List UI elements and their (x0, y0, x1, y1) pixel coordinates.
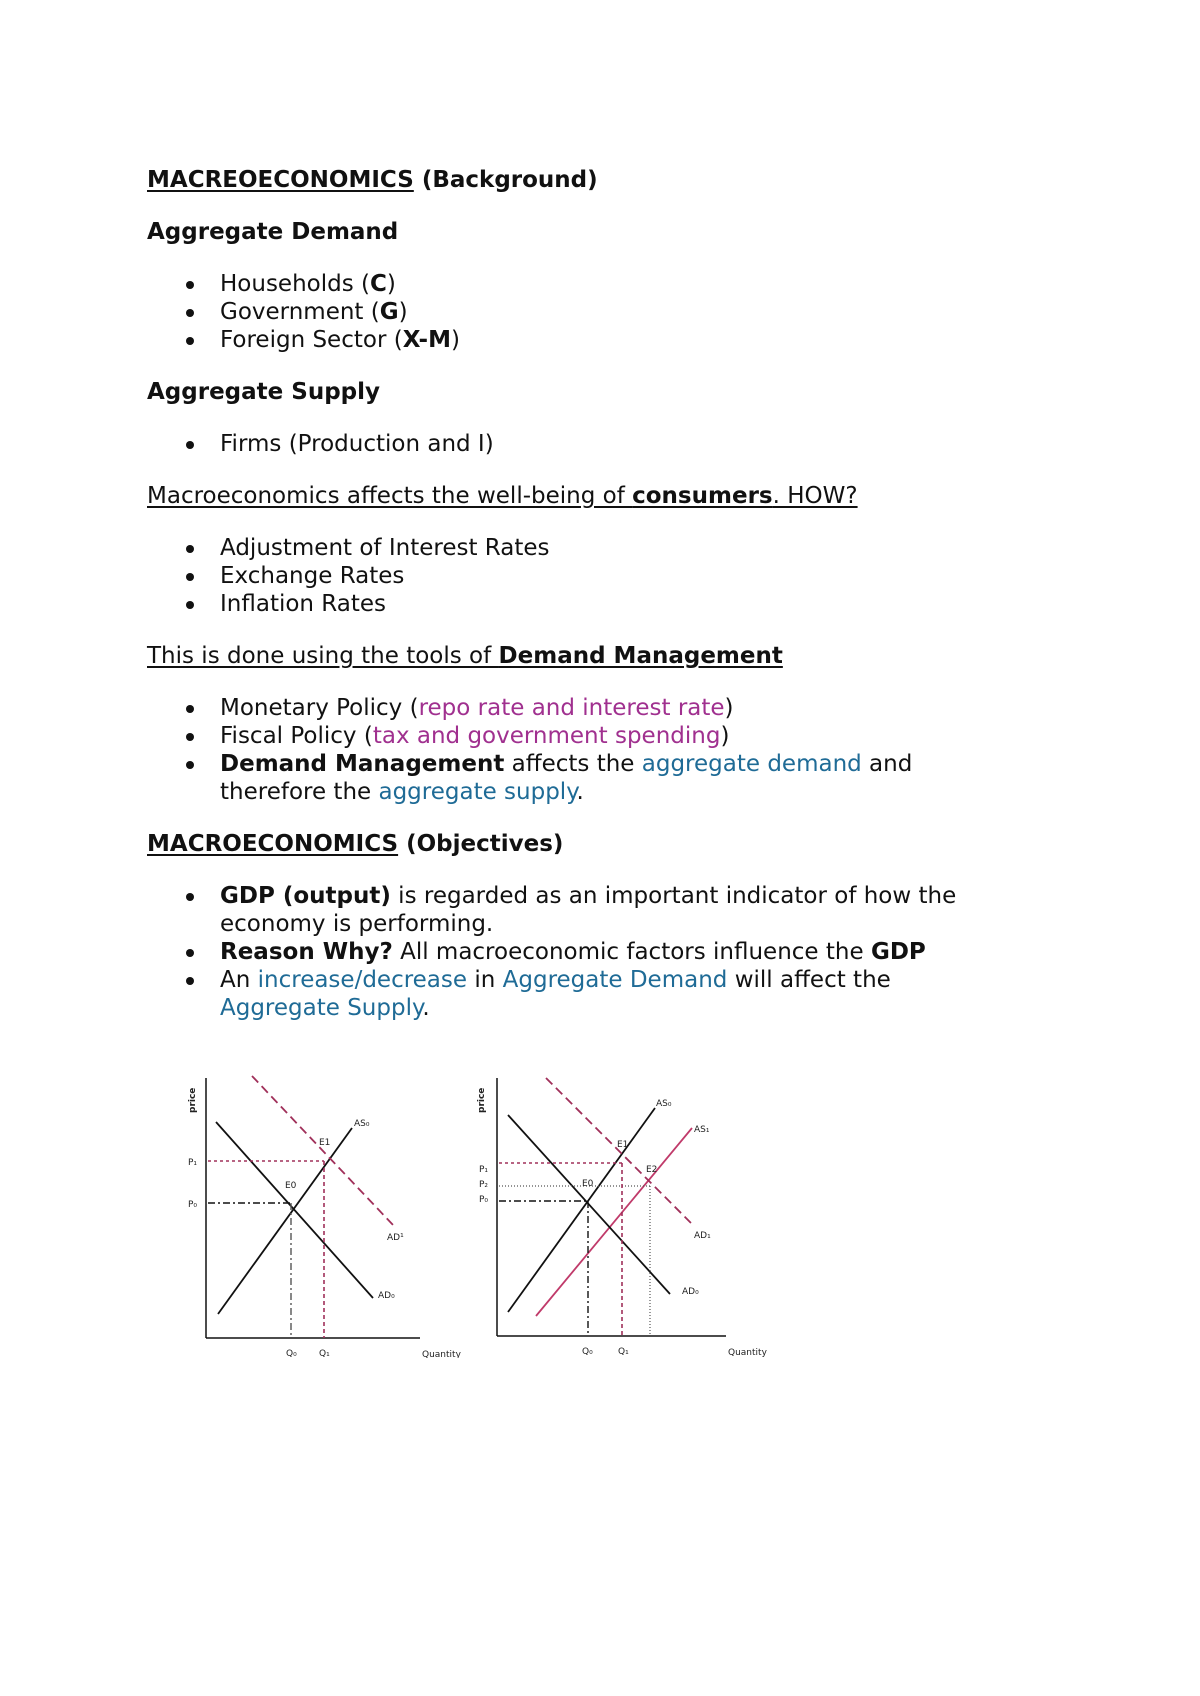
list-item: Demand Management affects the aggregate demand and therefore the aggregate supply. (147, 750, 1047, 806)
ad-as-shift-diagram (470, 1058, 770, 1358)
aggregate-demand-title: Aggregate Demand (147, 219, 399, 245)
p0-label: P₀ (479, 1195, 489, 1205)
bullet-icon (186, 337, 194, 345)
bullet-icon (186, 977, 194, 985)
y-axis-label: price (188, 1087, 198, 1113)
ad0-curve (508, 1115, 670, 1294)
x-axis-label: Quantity (422, 1350, 461, 1358)
list-item: Foreign Sector (X-M) (147, 326, 1047, 354)
list-item: Exchange Rates (147, 562, 1047, 590)
p1-label: P₁ (188, 1158, 198, 1168)
q0-label: Q₀ (286, 1349, 297, 1358)
bullet-icon (186, 761, 194, 769)
objectives-heading: MACROECONOMICS (Objectives) (147, 831, 564, 857)
list-item: Adjustment of Interest Rates (147, 534, 1047, 562)
y-axis-label: price (477, 1087, 487, 1113)
list-item: Fiscal Policy (tax and government spending) (147, 722, 1047, 750)
list-item: Monetary Policy (repo rate and interest rate) (147, 694, 1047, 722)
heading-rest-text: (Background) (413, 167, 598, 193)
ad-shift-diagram (180, 1058, 470, 1358)
p0-label: P₀ (188, 1200, 198, 1210)
list-item: An increase/decrease in Aggregate Demand will affect the Aggregate Supply. (147, 966, 1047, 1022)
x-axis-label: Quantity (728, 1348, 767, 1358)
bullet-icon (186, 949, 194, 957)
wellbeing-line: Macroeconomics affects the well-being of consumers. HOW? (147, 483, 858, 509)
e0-label: E0 (582, 1179, 594, 1189)
e1-label: E1 (617, 1140, 629, 1150)
bullet-icon (186, 545, 194, 553)
ad1-label: AD₁ (694, 1231, 711, 1241)
e1-label: E1 (319, 1138, 331, 1148)
bullet-icon (186, 573, 194, 581)
aggregate-supply-list (147, 430, 1047, 458)
q0-label: Q₀ (582, 1347, 593, 1357)
tools-list (147, 694, 1047, 806)
q1-label: Q₁ (618, 1347, 629, 1357)
list-item: Reason Why? All macroeconomic factors influence the GDP (147, 938, 1047, 966)
list-item: Firms (Production and I) (147, 430, 1047, 458)
bullet-icon (186, 441, 194, 449)
bullet-icon (186, 733, 194, 741)
bullet-icon (186, 281, 194, 289)
ad0-label: AD₀ (682, 1287, 699, 1297)
background-heading (147, 166, 1047, 194)
objectives-list (147, 882, 1047, 1022)
list-item: GDP (output) is regarded as an important indicator of how the economy is performing. (147, 882, 1047, 938)
p2-label: P₂ (479, 1180, 489, 1190)
ad0-curve (216, 1122, 373, 1298)
ad1-label: AD¹ (387, 1233, 404, 1243)
as1-curve (536, 1128, 692, 1316)
bullet-icon (186, 601, 194, 609)
list-item: Households (C) (147, 270, 1047, 298)
as1-label: AS₁ (694, 1125, 710, 1135)
bullet-icon (186, 309, 194, 317)
list-item: Inflation Rates (147, 590, 1047, 618)
list-item: Government (G) (147, 298, 1047, 326)
aggregate-demand-list (147, 270, 1047, 354)
as0-label: AS₀ (354, 1119, 370, 1129)
aggregate-supply-title: Aggregate Supply (147, 379, 380, 405)
as0-curve (218, 1128, 352, 1314)
bullet-icon (186, 893, 194, 901)
tools-line: This is done using the tools of Demand Management (147, 643, 783, 669)
e2-label: E2 (646, 1165, 658, 1175)
document-content (147, 166, 1047, 1022)
ad0-label: AD₀ (378, 1291, 395, 1301)
wellbeing-list (147, 534, 1047, 618)
as0-label: AS₀ (656, 1099, 672, 1109)
heading-main-text: MACREOECONOMICS (147, 167, 414, 193)
bullet-icon (186, 705, 194, 713)
p1-label: P₁ (479, 1165, 489, 1175)
e0-label: E0 (285, 1181, 297, 1191)
q1-label: Q₁ (319, 1349, 330, 1358)
